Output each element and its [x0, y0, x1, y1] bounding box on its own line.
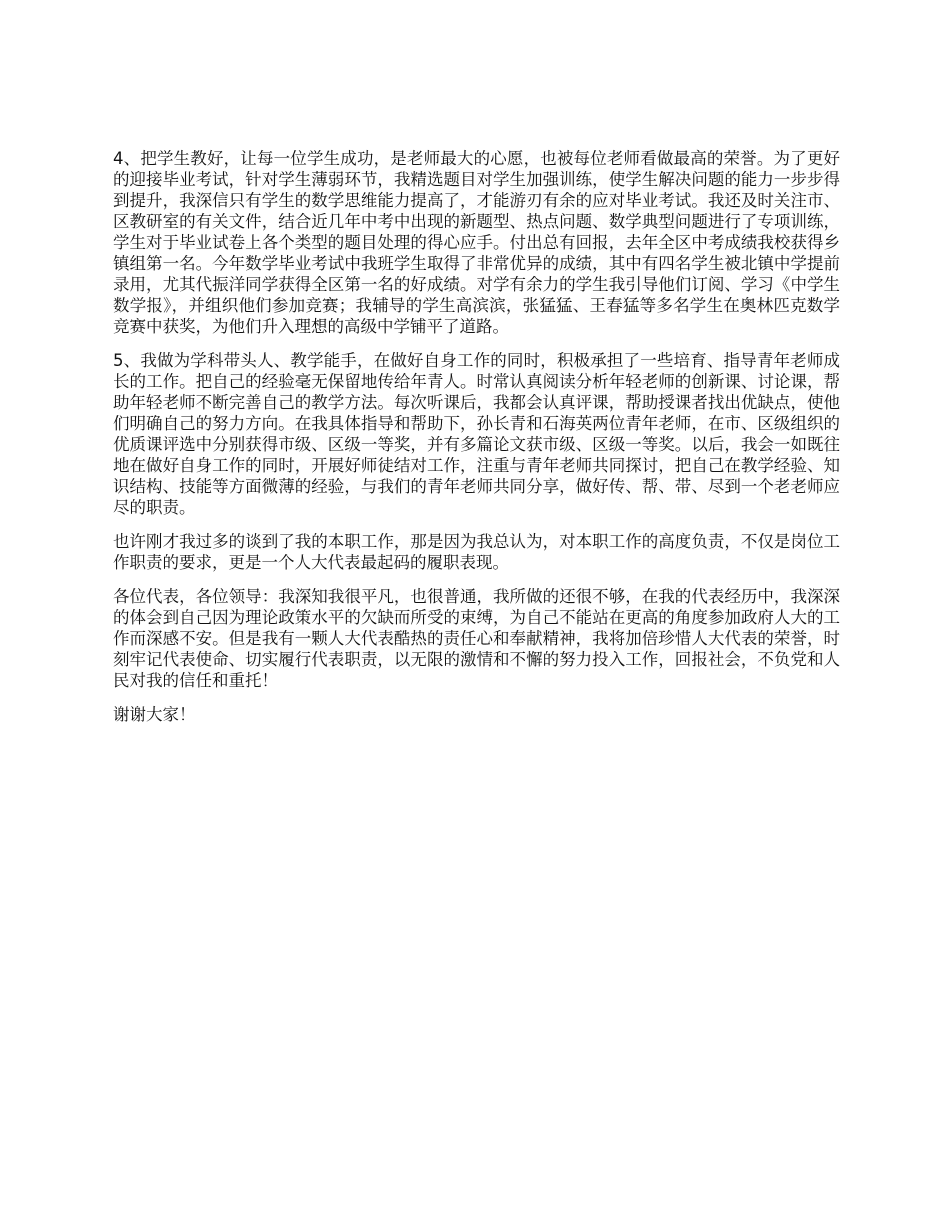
paragraph-item-5: 5、我做为学科带头人、教学能手，在做好自身工作的同时，积极承担了一些培育、指导青年老师成长的工作。把自己的经验毫无保留地传给年青人。时常认真阅读分析年轻老师的创新课、讨论课，帮助年轻老师不断完善自己的教学方法。每次听课后，我都会认真评课，帮助授课者找出优缺点，使他们明确自己的努力方向。在我具体指导和帮助下，孙长青和石海英两位青年老师，在市、区级组织的优质课评选中分别获得市级、区级一等奖，并有多篇论文获市级、区级一等奖。以后，我会一如既往地在做好自身工作的同时，开展好师徒结对工作，注重与青年老师共同探讨，把自己在教学经验、知识结构、技能等方面微薄的经验，与我们的青年老师共同分享，做好传、帮、带、尽到一个老老师应尽的职责。 — [113, 351, 840, 517]
document-body — [113, 148, 840, 738]
paragraph-thanks: 谢谢大家！ — [113, 705, 196, 724]
paragraph-item-4: 4、把学生教好，让每一位学生成功，是老师最大的心愿，也被每位老师看做最高的荣誉。为了更好的迎接毕业考试，针对学生薄弱环节，我精选题目对学生加强训练，使学生解决问题的能力一步步得到提升，我深信只有学生的数学思维能力提高了，才能游刃有余的应对毕业考试。我还及时关注市、区教研室的有关文件，结合近几年中考中出现的新题型、热点问题、数学典型问题进行了专项训练，学生对于毕业试卷上各个类型的题目处理的得心应手。付出总有回报，去年全区中考成绩我校获得乡镇组第一名。今年数学毕业考试中我班学生取得了非常优异的成绩，其中有四名学生被北镇中学提前录用，尤其代振洋同学获得全区第一名的好成绩。对学有余力的学生我引导他们订阅、学习《中学生数学报》，并组织他们参加竞赛；我辅导的学生高滨滨，张猛猛、王春猛等多名学生在奥林匹克数学竞赛中获奖，为他们升入理想的高级中学铺平了道路。 — [113, 149, 840, 336]
paragraph-address-delegates: 各位代表，各位领导：我深知我很平凡，也很普通，我所做的还很不够，在我的代表经历中，我深深的体会到自己因为理论政策水平的欠缺而所受的束缚，为自己不能站在更高的角度参加政府人大的工作而深感不安。但是我有一颗人大代表酷热的责任心和奉献精神，我将加倍珍惜人大代表的荣誉，时刻牢记代表使命、切实履行代表职责，以无限的激情和不懈的努力投入工作，回报社会，不负党和人民对我的信任和重托！ — [113, 587, 840, 690]
paragraph-duty-statement: 也许刚才我过多的谈到了我的本职工作，那是因为我总认为，对本职工作的高度负责，不仅是岗位工作职责的要求，更是一个人大代表最起码的履职表现。 — [113, 532, 840, 572]
